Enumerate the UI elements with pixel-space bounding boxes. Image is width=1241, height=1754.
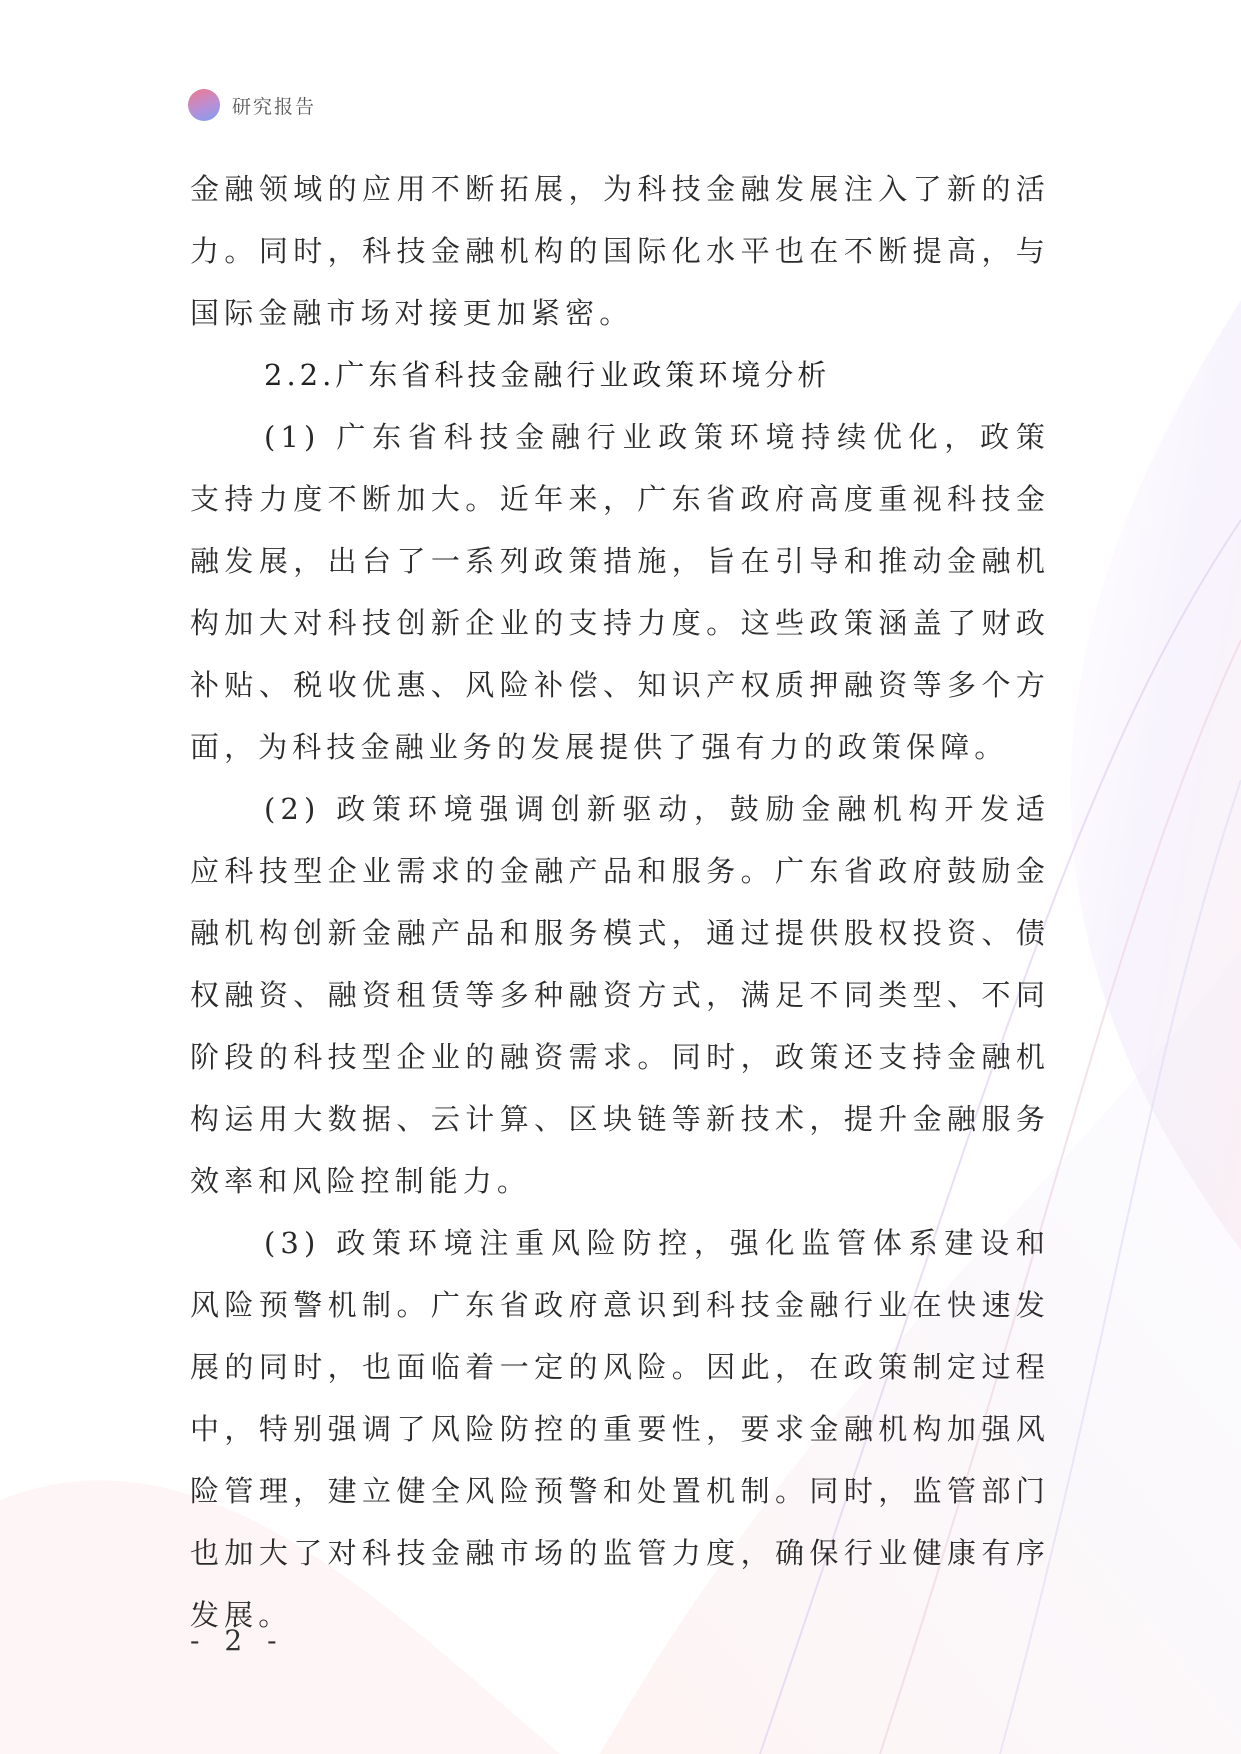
- section-heading: 2.2.广东省科技金融行业政策环境分析: [264, 358, 831, 392]
- logo-circle-icon: [188, 89, 220, 121]
- document-body: [190, 158, 1050, 1646]
- paragraph-3: (3) 政策环境注重风险防控，强化监管体系建设和风险预警机制。广东省政府意识到科技金融行业在快速发展的同时，也面临着一定的风险。因此，在政策制定过程中，特别强调了风险防控的重要性，要求金融机构加强风险管理，建立健全风险预警和处置机制。同时，监管部门也加大了对科技金融市场的监管力度，确保行业健康有序发展。: [190, 1226, 1050, 1632]
- header-label: 研究报告: [232, 95, 317, 118]
- paragraph-1: (1) 广东省科技金融行业政策环境持续优化，政策支持力度不断加大。近年来，广东省政府高度重视科技金融发展，出台了一系列政策措施，旨在引导和推动金融机构加大对科技创新企业的支持力度。这些政策涵盖了财政补贴、税收优惠、风险补偿、知识产权质押融资等多个方面，为科技金融业务的发展提供了强有力的政策保障。: [190, 420, 1050, 764]
- page-header: [188, 88, 316, 122]
- paragraph-2: (2) 政策环境强调创新驱动，鼓励金融机构开发适应科技型企业需求的金融产品和服务。广东省政府鼓励金融机构创新金融产品和服务模式，通过提供股权投资、债权融资、融资租赁等多种融资方式，满足不同类型、不同阶段的科技型企业的融资需求。同时，政策还支持金融机构运用大数据、云计算、区块链等新技术，提升金融服务效率和风险控制能力。: [190, 792, 1050, 1198]
- continuation-paragraph: 金融领域的应用不断拓展，为科技金融发展注入了新的活力。同时，科技金融机构的国际化水平也在不断提高，与国际金融市场对接更加紧密。: [190, 172, 1050, 330]
- page-number: - 2 -: [190, 1624, 285, 1657]
